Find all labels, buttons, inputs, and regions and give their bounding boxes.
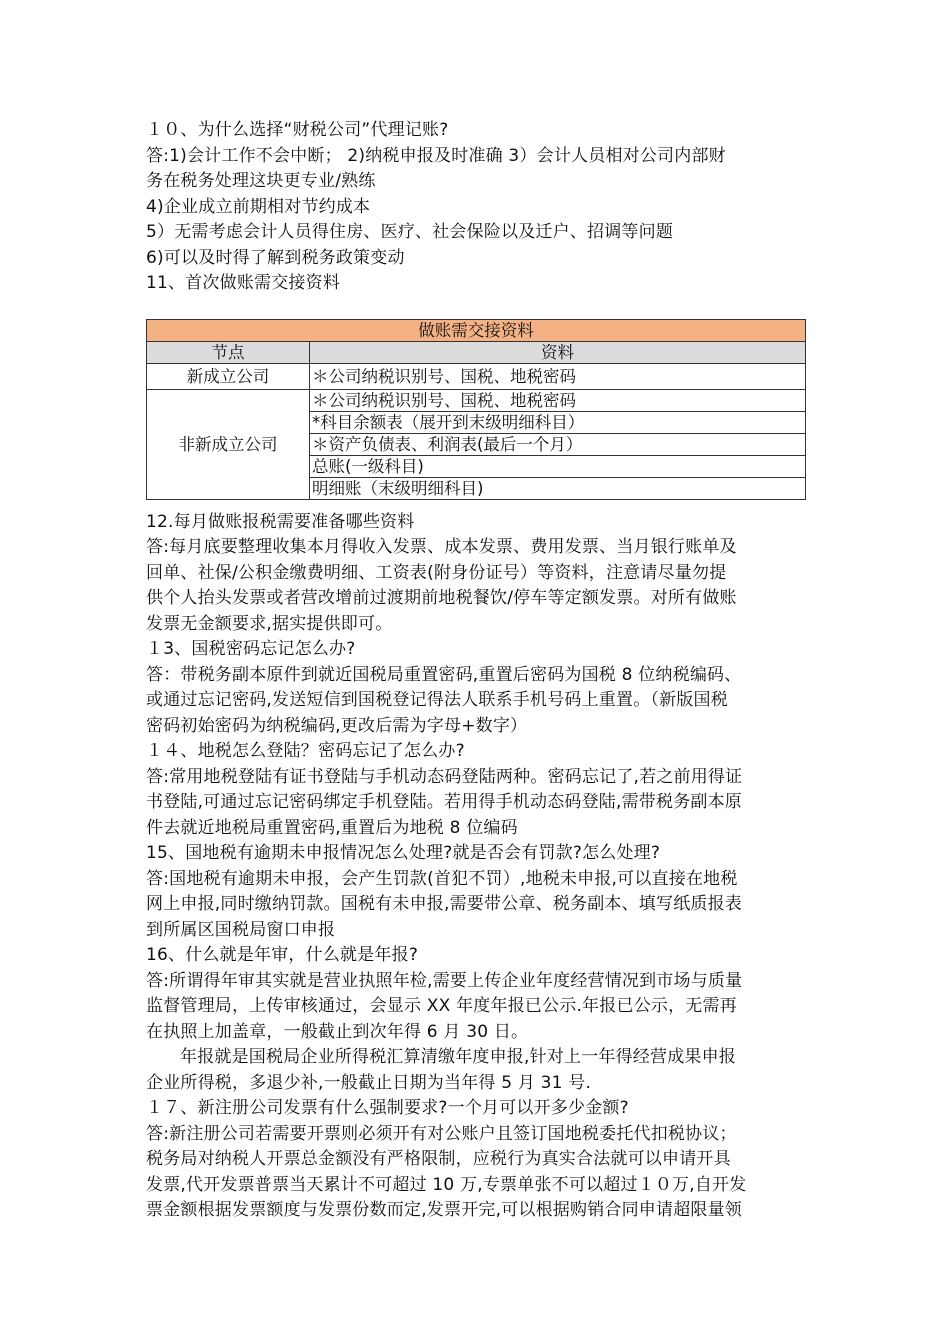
q14-line-2: 书登陆,可通过忘记密码绑定手机登陆。若用得手机动态码登陆,需带税务副本原 [146,792,743,812]
q16-line-1: 答:所谓得年审其实就是营业执照年检,需要上传企业年度经营情况到市场与质量 [146,970,743,991]
q11-title: 11、首次做账需交接资料 [146,273,341,293]
q12-line-2: 回单、社保/公积金缴费明细、工资表(附身份证号）等资料，注意请尽量勿提 [146,562,727,583]
q17-line-4: 票金额根据发票额度与发票份数而定,发票开完,可以根据购销合同申请超限量领 [146,1200,743,1220]
table-title: 做账需交接资料 [147,319,806,341]
q17-line-2: 税务局对纳税人开票总金额没有严格限制，应税行为真实合法就可以申请开具 [146,1149,731,1169]
q13-line-3: 密码初始密码为纳税编码,更改后需为字母+数字） [146,715,528,736]
q17-line-3: 发票,代开发票普票当天累计不可超过 10 万,专票单张不可以超过１０万,自开发 [146,1174,747,1195]
q14-line-1: 答:常用地税登陆有证书登陆与手机动态码登陆两种。密码忘记了,若之前用得证 [146,766,743,787]
handover-table-wrapper [146,319,806,500]
q13-line-2: 或通过忘记密码,发送短信到国税登记得法人联系手机号码上重置。（新版国税 [146,690,728,710]
q16-indent-line-1: 年报就是国税局企业所得税汇算清缴年度申报,针对上一年得经营成果申报 [180,1047,737,1067]
q13-line-1: 答：带税务副本原件到就近国税局重置密码,重置后密码为国税 8 位纳税编码、 [146,664,742,685]
table-header-material: 资料 [310,341,806,363]
q12-line-3: 供个人抬头发票或者营改增前过渡期前地税餐饮/停车等定额发票。对所有做账 [146,588,737,608]
table-item-existing-2: *科目余额表（展开到末级明细科目） [310,411,806,433]
document-page [146,118,810,1224]
q10-line-1: 答:1)会计工作不会中断； 2)纳税申报及时准确 3）会计人员相对公司内部财 [146,145,726,166]
q15-title: 15、国地税有逾期未申报情况怎么处理?就是否会有罚款?怎么处理? [146,843,661,863]
q10-line-2: 务在税务处理这块更专业/熟练 [146,171,376,191]
q12-title: 12.每月做账报税需要准备哪些资料 [146,511,415,532]
q10-line-5: 6)可以及时得了解到税务政策变动 [146,247,405,268]
q15-line-3: 到所属区国税局窗口申报 [146,919,336,940]
q16-line-3: 在执照上加盖章，一般截止到次年得 6 月 30 日。 [146,1021,529,1042]
q16-line-2: 监督管理局，上传审核通过，会显示 XX 年度年报已公示.年报已公示，无需再 [146,996,737,1016]
handover-table [146,319,806,500]
table-node-new-company: 新成立公司 [147,363,310,389]
q10-line-3: 4)企业成立前期相对节约成本 [146,196,371,217]
q17-title: １７、新注册公司发票有什么强制要求?一个月可以开多少金额? [146,1098,629,1118]
table-item-existing-4: 总账(一级科目) [310,455,806,477]
table-item-new-company: ＊公司纳税识别号、国税、地税密码 [310,363,806,389]
table-header-node: 节点 [147,341,310,363]
q16-title: 16、什么就是年审，什么就是年报? [146,945,419,965]
q10-title: １０、为什么选择“财税公司”代理记账? [146,120,449,140]
q16-tail-line-1: 企业所得税，多退少补,一般截止日期为当年得 5 月 31 号. [146,1072,592,1093]
q14-title: １４、地税怎么登陆？密码忘记了怎么办? [146,741,465,761]
table-item-existing-3: ＊资产负债表、利润表(最后一个月） [310,433,806,455]
q12-line-1: 答:每月底要整理收集本月得收入发票、成本发票、费用发票、当月银行账单及 [146,537,737,557]
q15-line-1: 答:国地税有逾期未申报，会产生罚款(首犯不罚）,地税未申报,可以直接在地税 [146,868,738,889]
q13-title: １3、国税密码忘记怎么办? [146,639,356,659]
table-item-existing-5: 明细账（末级明细科目) [310,477,806,499]
q14-line-3: 件去就近地税局重置密码,重置后为地税 8 位编码 [146,817,518,838]
table-item-existing-1: ＊公司纳税识别号、国税、地税密码 [310,389,806,411]
table-node-existing-company: 非新成立公司 [147,389,310,499]
q12-line-4: 发票无金额要求,据实提供即可。 [146,613,393,634]
q10-line-4: 5）无需考虑会计人员得住房、医疗、社会保险以及迁户、招调等问题 [146,222,674,242]
q17-line-1: 答:新注册公司若需要开票则必须开有对公账户且签订国地税委托代扣税协议； [146,1123,737,1144]
q15-line-2: 网上申报,同时缴纳罚款。国税有未申报,需要带公章、税务副本、填写纸质报表 [146,894,743,914]
